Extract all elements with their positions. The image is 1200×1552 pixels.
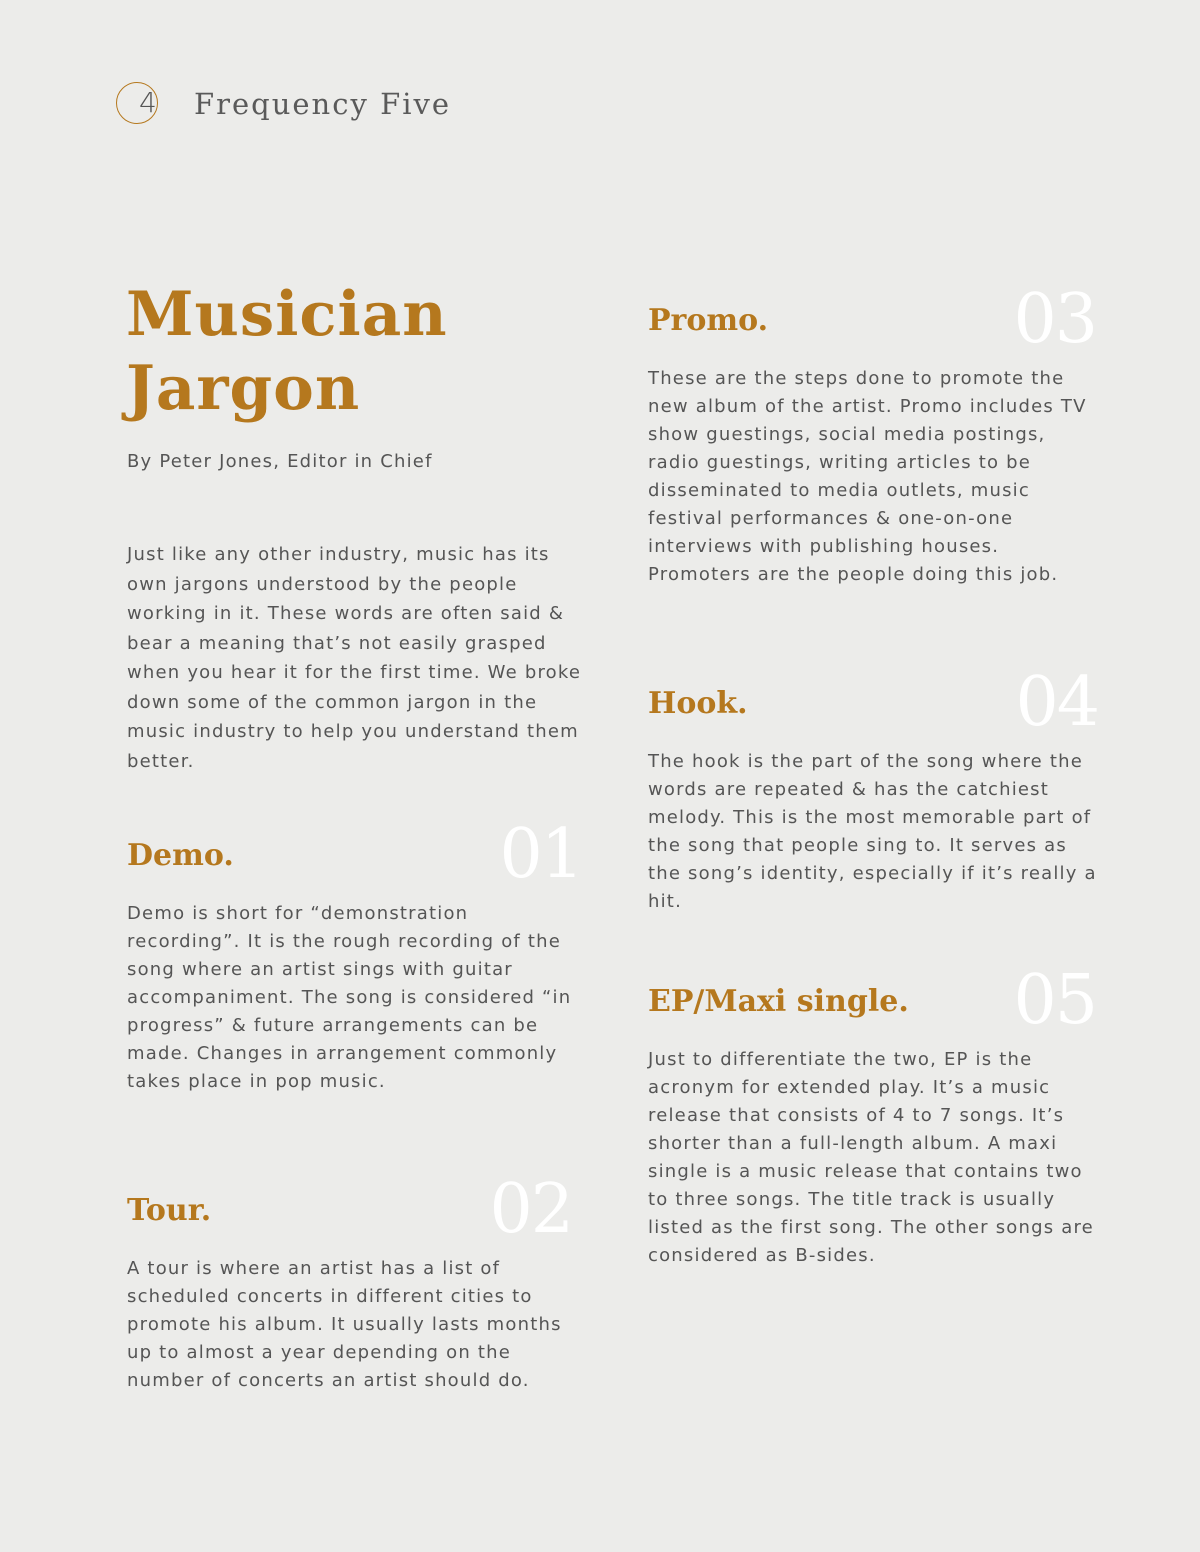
section-title: Demo.: [127, 838, 234, 873]
section-body: A tour is where an artist has a list of scheduled concerts in different cities to promote his album. It usually lasts months up to almost a year depending on the number of concerts an artist should do.: [127, 1258, 562, 1391]
section-title: Hook.: [648, 686, 748, 721]
section-heading: [648, 663, 1098, 742]
section-title: Promo.: [648, 303, 769, 338]
article-title-line2: Jargon: [126, 353, 361, 424]
section-heading: [648, 280, 1096, 359]
section-number: 03: [1013, 280, 1096, 359]
section-number: 02: [489, 1170, 572, 1249]
section-body: These are the steps done to promote the new album of the artist. Promo includes TV show guestings, social media postings, radio guestings, writing articles to be disseminated to media outlets, music festival performances & one-on-one interviews with publishing houses. Promoters are the people doing this job.: [648, 368, 1087, 585]
section-title: EP/Maxi single.: [648, 984, 909, 1019]
section-body: Just to differentiate the two, EP is the acronym for extended play. It’s a music release that consists of 4 to 7 songs. It’s shorter than a full-length album. A maxi single is a music release that contains two to three songs. The title track is usually listed as the first song. The other songs are considered as B-sides.: [648, 1049, 1094, 1266]
section-number: 01: [499, 815, 582, 894]
section-number: 04: [1015, 663, 1098, 742]
section-body: Demo is short for “demonstration recording”. It is the rough recording of the song where an artist sings with guitar accompaniment. The song is considered “in progress” & future arrangements can be made. Changes in arrangement commonly takes place in pop music.: [127, 903, 572, 1092]
byline: By Peter Jones, Editor in Chief: [127, 451, 433, 472]
page-number: 4: [139, 86, 157, 119]
section-heading: [127, 815, 582, 894]
section-heading: [648, 961, 1096, 1040]
section-number: 05: [1013, 961, 1096, 1040]
article-title: [126, 278, 546, 426]
article-title-line1: Musician: [126, 279, 448, 350]
magazine-title: Frequency Five: [194, 87, 452, 121]
page-header: [116, 82, 451, 126]
section-promo: [648, 280, 1096, 589]
page-number-badge: [116, 82, 160, 126]
section-heading: [127, 1170, 572, 1249]
section-demo: [127, 815, 582, 1096]
section-body: The hook is the part of the song where the words are repeated & has the catchiest melody. This is the most memorable part of the song that people sing to. It serves as the song’s identity, especially if it’s really a hit.: [648, 751, 1097, 912]
section-tour: [127, 1170, 572, 1395]
intro-paragraph: Just like any other industry, music has its own jargons understood by the people working in it. These words are often said & bear a meaning that’s not easily grasped when you hear it for the first time. We broke down some of the common jargon in the music industry to help you understand them better.: [127, 544, 582, 772]
section-hook: [648, 663, 1098, 916]
section-title: Tour.: [127, 1193, 212, 1228]
section-ep-maxi-single: [648, 961, 1096, 1270]
